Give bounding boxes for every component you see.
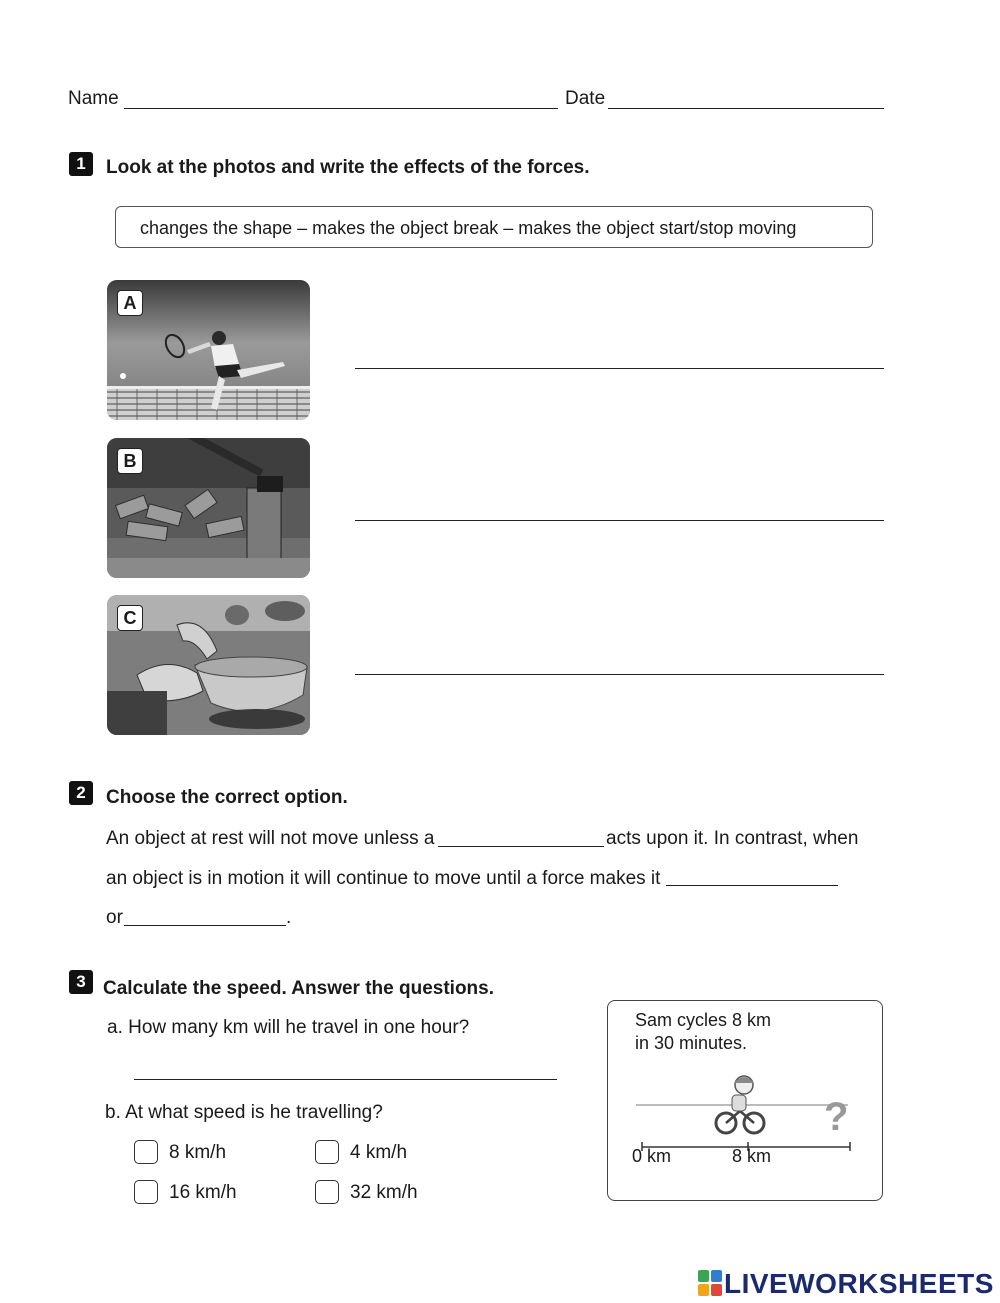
photo-c — [107, 595, 310, 735]
photo-b — [107, 438, 310, 578]
speed-info-box — [607, 1000, 883, 1201]
name-field[interactable] — [124, 108, 558, 109]
section-3-number: 3 — [69, 970, 93, 994]
unknown-distance-mark: ? — [824, 1095, 849, 1139]
answer-line-a[interactable] — [355, 368, 884, 369]
photo-c-label: C — [117, 605, 143, 631]
question-b: b. At what speed is he travelling? — [105, 1102, 383, 1123]
section-1-number: 1 — [69, 152, 93, 176]
question-a: a. How many km will he travel in one hour? — [107, 1017, 470, 1038]
scale-mid-label: 8 km — [732, 1146, 772, 1166]
word-bank: changes the shape – makes the object break – makes the object start/stop moving — [115, 206, 873, 248]
option-label-32: 32 km/h — [350, 1182, 418, 1203]
section-2-number: 2 — [69, 781, 93, 805]
option-checkbox-8[interactable] — [134, 1140, 158, 1164]
liveworksheets-logo-icon — [698, 1270, 722, 1296]
option-label-8: 8 km/h — [169, 1142, 227, 1163]
sentence-period: . — [286, 907, 292, 928]
sentence-part-2: acts upon it. In contrast, when — [606, 828, 859, 849]
sentence-part-1: An object at rest will not move unless a — [106, 828, 435, 849]
answer-line-b[interactable] — [355, 520, 884, 521]
date-label: Date — [565, 88, 606, 109]
name-label: Name — [68, 88, 119, 109]
option-checkbox-32[interactable] — [315, 1180, 339, 1204]
blank-3[interactable] — [124, 925, 286, 926]
date-field[interactable] — [608, 108, 884, 109]
box-text-line-2: in 30 minutes. — [635, 1033, 748, 1053]
sentence-part-3: an object is in motion it will continue to move until a force makes it — [106, 868, 661, 889]
sentence-part-4: or — [106, 907, 123, 928]
answer-line-c[interactable] — [355, 674, 884, 675]
photo-a — [107, 280, 310, 420]
section-1-title: Look at the photos and write the effects of the forces. — [106, 157, 590, 178]
option-checkbox-16[interactable] — [134, 1180, 158, 1204]
section-3-title: Calculate the speed. Answer the questions. — [103, 978, 495, 999]
answer-line-question-a[interactable] — [134, 1079, 557, 1080]
photo-b-label: B — [117, 448, 143, 474]
option-label-4: 4 km/h — [350, 1142, 408, 1163]
box-text-line-1: Sam cycles 8 km — [635, 1010, 772, 1030]
liveworksheets-brand[interactable]: LIVEWORKSHEETS — [724, 1268, 994, 1299]
option-label-16: 16 km/h — [169, 1182, 237, 1203]
scale-start-label: 0 km — [632, 1146, 672, 1166]
option-checkbox-4[interactable] — [315, 1140, 339, 1164]
section-2-title: Choose the correct option. — [106, 787, 348, 808]
blank-2[interactable] — [666, 885, 838, 886]
blank-1[interactable] — [438, 846, 604, 847]
photo-a-label: A — [117, 290, 143, 316]
